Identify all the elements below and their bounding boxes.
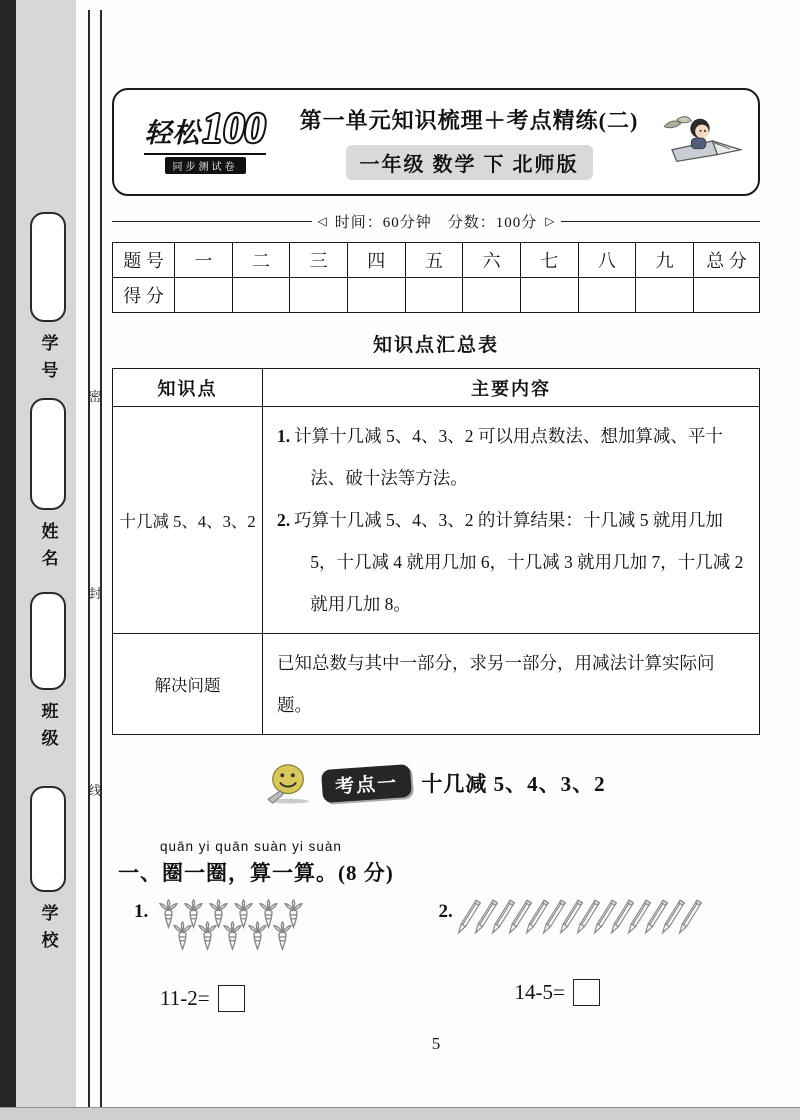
smiley-brush-icon	[266, 761, 312, 805]
carrot-icon	[170, 921, 195, 951]
question-col: 六	[463, 243, 521, 278]
answer-box[interactable]	[573, 979, 600, 1006]
score-input-cell[interactable]	[290, 278, 348, 313]
knowledge-content	[263, 407, 760, 634]
item-number: 2.	[277, 510, 291, 530]
expression-1	[160, 985, 417, 1012]
section-title: 一、圈一圈，算一算。(8 分)	[118, 861, 394, 885]
item-text: 计算十几减 5、4、3、2 可以用点数法、想加算减、平十法、破十法等方法。	[294, 426, 723, 488]
score-input-cell[interactable]	[636, 278, 694, 313]
mascot-icon	[656, 113, 744, 171]
right-arrow-icon: ▷	[545, 214, 555, 228]
time-score-text: 时间：60分钟 分数：100分	[334, 215, 538, 231]
paper-subtitle: 一年级 数学 下 北师版	[346, 145, 593, 180]
summary-title: 知识点汇总表	[372, 335, 499, 356]
item-number: 1.	[277, 426, 291, 446]
score-row-label: 得 分	[113, 278, 175, 313]
student-number-label: 学号	[38, 334, 58, 388]
content-paragraph	[277, 499, 745, 625]
knowledge-point: 解决问题	[113, 634, 263, 735]
header-box	[112, 88, 760, 196]
question-col: 八	[578, 243, 636, 278]
page-number: 5	[431, 1034, 441, 1053]
meta-rule-right	[561, 221, 761, 222]
score-input-cell[interactable]	[694, 278, 760, 313]
name-label: 姓名	[38, 522, 58, 576]
kp-col2-header: 主要内容	[263, 369, 760, 407]
question-col: 三	[290, 243, 348, 278]
answer-box[interactable]	[218, 985, 245, 1012]
meta-rule-left	[112, 221, 312, 222]
knowledge-content	[263, 634, 760, 735]
problem-number: 2.	[438, 901, 453, 922]
problem-1	[112, 899, 417, 1012]
pencil-group	[461, 899, 699, 945]
sidebar-field-student-number	[27, 212, 69, 393]
knowledge-point: 十几减 5、4、3、2	[113, 407, 263, 634]
name-blank[interactable]	[30, 398, 66, 510]
school-label: 学校	[38, 904, 58, 958]
sidebar-field-name	[27, 398, 69, 581]
seal-mark: 密	[88, 389, 102, 404]
score-input-cell[interactable]	[232, 278, 290, 313]
pinyin-annotation: quān yi quān suàn yi suàn	[160, 839, 342, 854]
seal-line	[100, 10, 102, 1107]
problem-2	[417, 899, 760, 1012]
content-paragraph	[277, 415, 745, 499]
expression-2	[515, 979, 760, 1006]
problem-row	[112, 899, 760, 1012]
question-col: 七	[520, 243, 578, 278]
question-col: 五	[405, 243, 463, 278]
item-text: 已知总数与其中一部分，求另一部分，用减法计算实际问题。	[277, 653, 715, 715]
score-table-header: 题 号	[113, 243, 175, 278]
score-input-cell[interactable]	[463, 278, 521, 313]
kp-col1-header: 知识点	[113, 369, 263, 407]
sidebar-field-school	[27, 786, 69, 963]
question-col: 四	[347, 243, 405, 278]
score-table	[112, 242, 760, 313]
score-input-cell[interactable]	[405, 278, 463, 313]
carrot-icon	[220, 921, 245, 951]
score-input-cell[interactable]	[347, 278, 405, 313]
seal-line	[88, 10, 90, 1107]
brand-name: 轻松	[144, 117, 201, 148]
student-number-blank[interactable]	[30, 212, 66, 322]
knowledge-table	[112, 368, 760, 735]
score-input-cell[interactable]	[175, 278, 233, 313]
section-one-heading	[118, 839, 760, 887]
class-label: 班级	[38, 702, 58, 756]
content-paragraph	[277, 642, 745, 726]
carrot-icon	[270, 921, 295, 951]
expression-text: 14-5=	[514, 980, 565, 1004]
class-blank[interactable]	[30, 592, 66, 690]
school-blank[interactable]	[30, 786, 66, 892]
seal-mark: 封	[88, 586, 102, 601]
total-col: 总 分	[694, 243, 760, 278]
left-arrow-icon: ◁	[317, 214, 327, 228]
exam-point-badge: 考点一	[321, 763, 412, 802]
paper-title: 第一单元知识梳理＋考点精练(二)	[299, 108, 639, 133]
scan-edge	[0, 0, 16, 1120]
sidebar-field-class	[27, 592, 69, 761]
score-input-cell[interactable]	[578, 278, 636, 313]
brand-number: 100	[202, 105, 266, 152]
brand-logo	[126, 105, 284, 174]
brand-subtitle: 同步测试卷	[165, 157, 246, 174]
logo-rule	[144, 153, 266, 155]
question-col: 二	[232, 243, 290, 278]
score-input-cell[interactable]	[520, 278, 578, 313]
question-col: 九	[636, 243, 694, 278]
carrot-group	[156, 899, 306, 951]
problem-number: 1.	[134, 901, 149, 922]
carrot-icon	[245, 921, 270, 951]
scan-bottom-edge	[0, 1107, 800, 1120]
expression-text: 11-2=	[160, 986, 210, 1010]
seal-mark: 线	[88, 783, 102, 798]
exam-point-banner	[112, 761, 760, 805]
main-content	[112, 0, 760, 1054]
question-col: 一	[175, 243, 233, 278]
carrot-icon	[195, 921, 220, 951]
paper-titles	[284, 104, 654, 180]
meta-line	[112, 211, 760, 232]
boy-on-pen-illustration	[654, 113, 746, 171]
exam-point-text: 十几减 5、4、3、2	[421, 772, 606, 796]
item-text: 巧算十几减 5、4、3、2 的计算结果：十几减 5 就用几加 5，十几减 4 就用几加 6，十几减 3 就用几加 7，十几减 2 就用几加 8。	[294, 510, 744, 614]
